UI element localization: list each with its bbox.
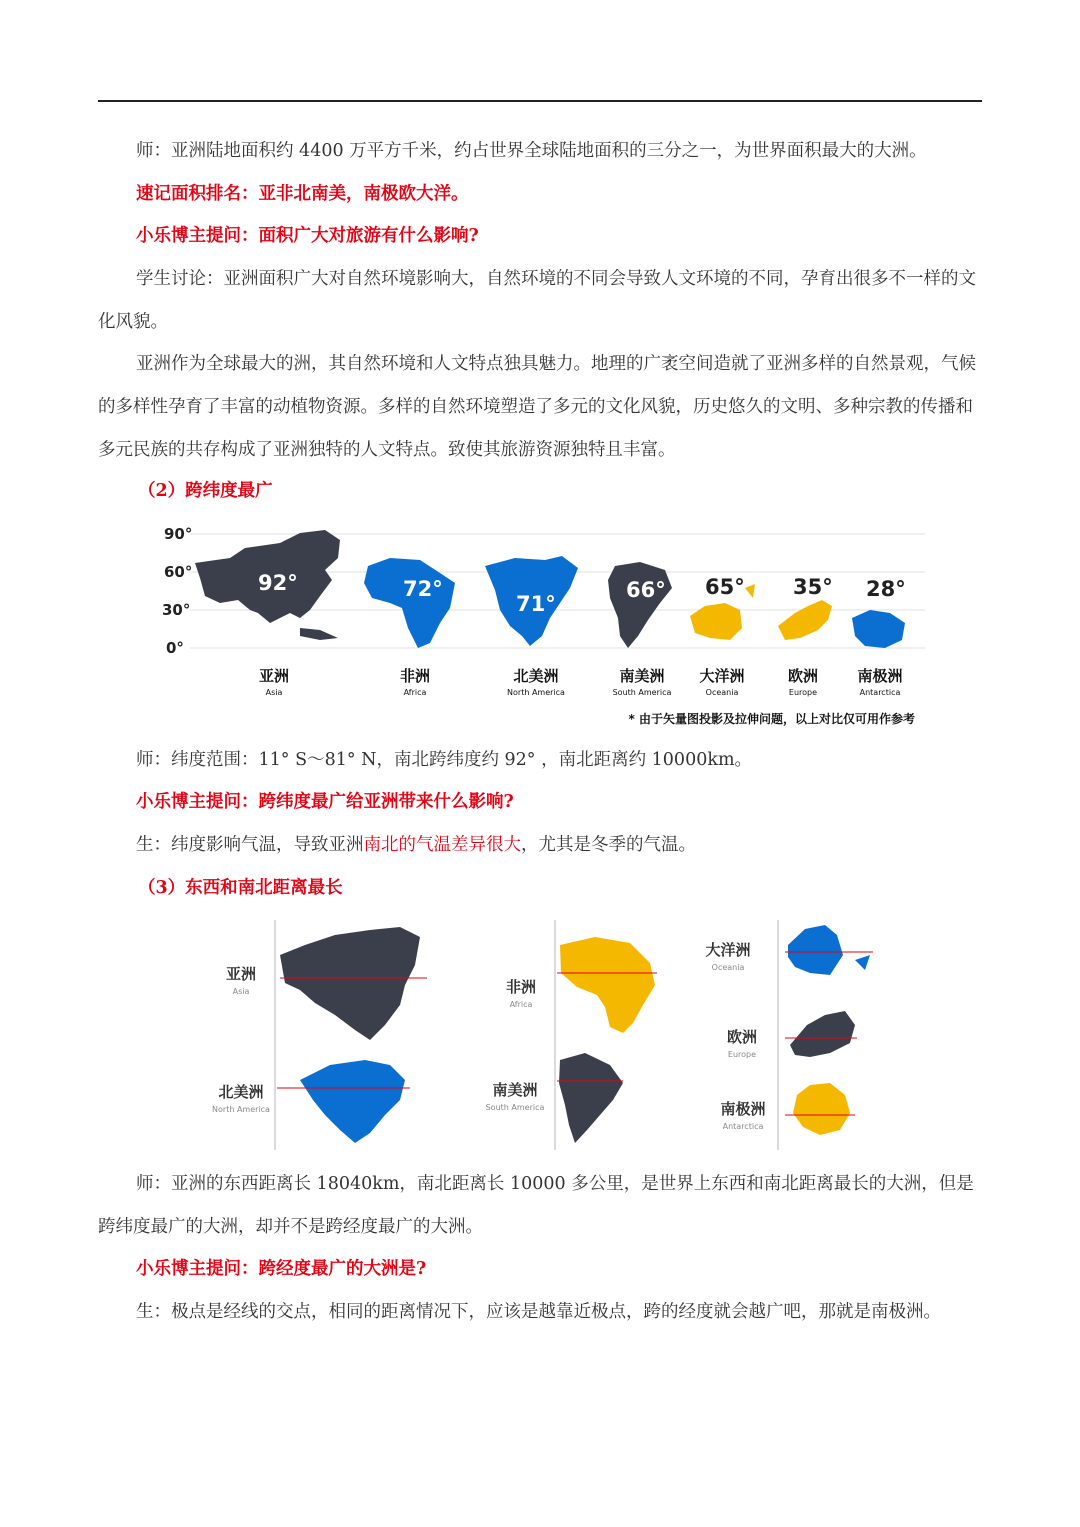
- latitude-span-figure: [150, 518, 940, 733]
- north-america-name: 北美洲: [513, 667, 559, 685]
- africa-degree: 72°: [403, 577, 443, 601]
- panel-asia-en: Asia: [232, 987, 250, 996]
- south-america-en: South America: [612, 688, 672, 697]
- europe-en: Europe: [788, 688, 818, 697]
- panel-europe-en: Europe: [727, 1050, 757, 1059]
- panel-south-america-name: 南美洲: [492, 1081, 538, 1099]
- distance-comparison-figure: [205, 915, 905, 1155]
- panel-antarctica-shape: [793, 1083, 850, 1135]
- panel-africa-name: 非洲: [505, 978, 537, 996]
- panel-europe-name: 欧洲: [726, 1028, 758, 1046]
- axis-label-90: 90°: [164, 525, 193, 543]
- temperature-text-c: ，尤其是冬季的气温。: [521, 835, 696, 855]
- section-title-latitude: （2）跨纬度最广: [138, 481, 273, 501]
- panel-africa-en: Africa: [509, 1000, 533, 1009]
- question-longitude: 小乐博主提问：跨经度最广的大洲是?: [136, 1259, 427, 1279]
- paragraph-answer: 生：极点是经线的交点，相同的距离情况下，应该是越靠近极点，跨的经度就会越广吧，那就是南极洲。: [136, 1302, 941, 1322]
- question-latitude-impact: 小乐博主提问：跨纬度最广给亚洲带来什么影响?: [136, 792, 514, 812]
- panel-africa-shape: [560, 937, 655, 1033]
- panel-north-america-shape: [300, 1060, 405, 1143]
- africa-en: Africa: [403, 688, 427, 697]
- section-title-distance: （3）东西和南北距离最长: [138, 878, 343, 898]
- antarctica-degree: 28°: [866, 577, 906, 601]
- panel-europe-shape: [790, 1011, 855, 1057]
- oceania-name: 大洋洲: [699, 667, 745, 685]
- panel-north-america-name: 北美洲: [218, 1083, 264, 1101]
- africa-name: 非洲: [399, 667, 431, 685]
- paragraph-latitude-range: 师：纬度范围：11° S～81° N，南北跨纬度约 92° ，南北距离约 10000km。: [136, 750, 753, 770]
- panel-asia-name: 亚洲: [225, 965, 257, 983]
- oceania-en: Oceania: [705, 688, 739, 697]
- europe-degree: 35°: [793, 575, 833, 599]
- panel-antarctica-name: 南极洲: [720, 1100, 766, 1118]
- antarctica-en: Antarctica: [859, 688, 901, 697]
- asia-en: Asia: [265, 688, 283, 697]
- axis-label-30: 30°: [162, 601, 191, 619]
- question-tourism: 小乐博主提问：面积广大对旅游有什么影响?: [136, 226, 479, 246]
- antarctica-shape: [852, 610, 905, 648]
- antarctica-name: 南极洲: [857, 667, 903, 685]
- panel-antarctica-en: Antarctica: [722, 1122, 764, 1131]
- asia-degree: 92°: [258, 571, 298, 595]
- panel-south-america-en: South America: [485, 1103, 545, 1112]
- asia-name: 亚洲: [258, 667, 290, 685]
- temperature-highlight: 南北的气温差异很大: [363, 835, 521, 855]
- panel-oceania-name: 大洋洲: [705, 941, 751, 959]
- oceania-degree: 65°: [705, 575, 745, 599]
- axis-label-60: 60°: [164, 563, 193, 581]
- south-america-shape: [608, 562, 672, 648]
- north-america-en: North America: [507, 688, 565, 697]
- europe-name: 欧洲: [787, 667, 819, 685]
- header-rule: [98, 100, 982, 102]
- figure-note: * 由于矢量图投影及拉伸问题，以上对比仅可用作参考: [628, 712, 915, 726]
- north-america-degree: 71°: [516, 592, 556, 616]
- south-america-name: 南美洲: [619, 667, 665, 685]
- paragraph-area: 师：亚洲陆地面积约 4400 万平方千米，约占世界全球陆地面积的三分之一，为世界面积最大的大洲。: [136, 141, 927, 161]
- paragraph-asia-features: 亚洲作为全球最大的洲，其自然环境和人文特点独具魅力。地理的广袤空间造就了亚洲多样的自然景观，气候的多样性孕育了丰富的动植物资源。多样的自然环境塑造了多元的文化风貌，历史悠久的文明、多种宗教的传播和多元民族的共存构成了亚洲独特的人文特点。致使其旅游资源独特且丰富。: [98, 354, 976, 460]
- panel-oceania-shape: [788, 925, 870, 975]
- panel-asia-shape: [280, 927, 420, 1040]
- panel-north-america-en: North America: [212, 1105, 270, 1114]
- south-america-degree: 66°: [626, 578, 666, 602]
- panel-south-america-shape: [559, 1053, 623, 1143]
- mnemonic-line: 速记面积排名：亚非北南美，南极欧大洋。: [136, 184, 469, 204]
- paragraph-discussion: 学生讨论：亚洲面积广大对自然环境影响大，自然环境的不同会导致人文环境的不同，孕育出很多不一样的文化风貌。: [98, 269, 976, 332]
- panel-oceania-en: Oceania: [711, 963, 745, 972]
- temperature-text-a: 生：纬度影响气温，导致亚洲: [136, 835, 364, 855]
- paragraph-distance: 师：亚洲的东西距离长 18040km，南北距离长 10000 多公里，是世界上东西和南北距离最长的大洲，但是跨纬度最广的大洲，却并不是跨经度最广的大洲。: [98, 1174, 974, 1237]
- axis-label-0: 0°: [166, 639, 184, 657]
- europe-shape: [778, 600, 832, 640]
- paragraph-temperature: [98, 824, 982, 867]
